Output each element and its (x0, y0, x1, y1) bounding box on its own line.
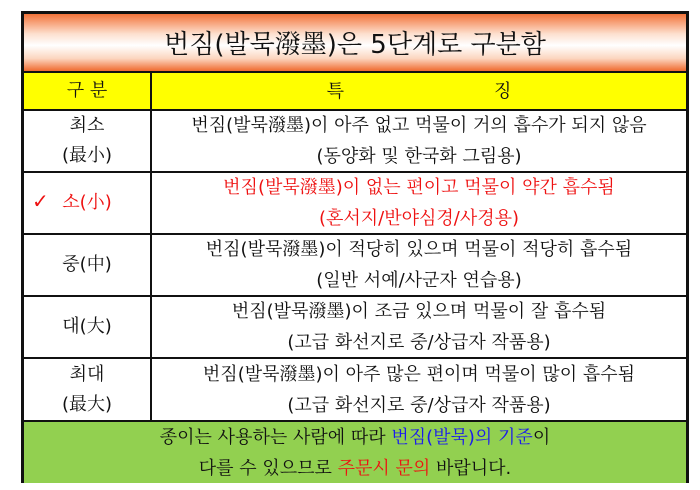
level-label: 중(中) (62, 254, 112, 275)
level-hanja: (最大) (61, 393, 113, 415)
desc-line: 번짐(발묵潑墨)이 없는 편이고 먹물이 약간 흡수됨 (223, 177, 615, 198)
desc-cell (152, 297, 686, 357)
desc-usage: (고급 화선지로 중/상급자 작품용) (287, 332, 551, 353)
desc-cell (152, 173, 686, 233)
check-icon: ✓ (32, 189, 49, 213)
footer-line-1 (160, 422, 550, 453)
footer-text: 다를 수 있으므로 (198, 457, 338, 479)
table-row-medium (24, 235, 686, 297)
desc-line: 번짐(발묵潑墨)이 조금 있으며 먹물이 잘 흡수됨 (231, 301, 607, 322)
table-row-max (24, 359, 686, 422)
level-label: 대(大) (62, 316, 112, 337)
header-feature-a: 특 (326, 80, 344, 102)
level-cell (24, 359, 152, 420)
table-row-large (24, 297, 686, 359)
level-cell (24, 235, 152, 295)
footer-note (24, 422, 686, 483)
desc-line: 번짐(발묵潑墨)이 아주 많은 편이며 먹물이 많이 흡수됨 (202, 363, 636, 385)
header-row (24, 73, 686, 111)
table-row-small-selected (24, 173, 686, 235)
desc-usage: (일반 서예/사군자 연습용) (316, 270, 522, 291)
desc-cell (152, 111, 686, 171)
desc-line: 번짐(발묵潑墨)이 적당히 있으며 먹물이 적당히 흡수됨 (205, 239, 633, 260)
header-feature (152, 73, 686, 109)
header-feature-b: 징 (494, 80, 512, 102)
desc-cell (152, 359, 686, 420)
table-title: 번짐(발묵潑墨)은 5단계로 구분함 (24, 14, 686, 73)
desc-usage: (동양화 및 한국화 그림용) (316, 146, 522, 167)
footer-line-2 (199, 453, 512, 484)
desc-usage: (고급 화선지로 중/상급자 작품용) (287, 394, 551, 416)
level-cell (24, 111, 152, 171)
footer-highlight-blue: 번짐(발묵)의 기준 (391, 426, 533, 448)
table-row-min (24, 111, 686, 173)
level-cell (24, 297, 152, 357)
footer-text: 종이는 사용하는 사람에 따라 (159, 426, 392, 448)
desc-usage: (혼서지/반야심경/사경용) (318, 208, 520, 229)
header-category: 구 분 (24, 73, 152, 109)
footer-highlight-red: 주문시 문의 (337, 457, 431, 479)
level-label: 소(小) (62, 192, 112, 213)
footer-text: 바랍니다. (430, 457, 512, 479)
desc-cell (152, 235, 686, 295)
level-hanja: (最小) (61, 145, 113, 166)
level-label: 최대 (69, 363, 105, 385)
level-label: 최소 (69, 115, 105, 136)
paper-bleed-table (21, 11, 689, 483)
footer-text: 이 (532, 426, 551, 448)
desc-line: 번짐(발묵潑墨)이 아주 없고 먹물이 거의 흡수가 되지 않음 (191, 115, 647, 136)
